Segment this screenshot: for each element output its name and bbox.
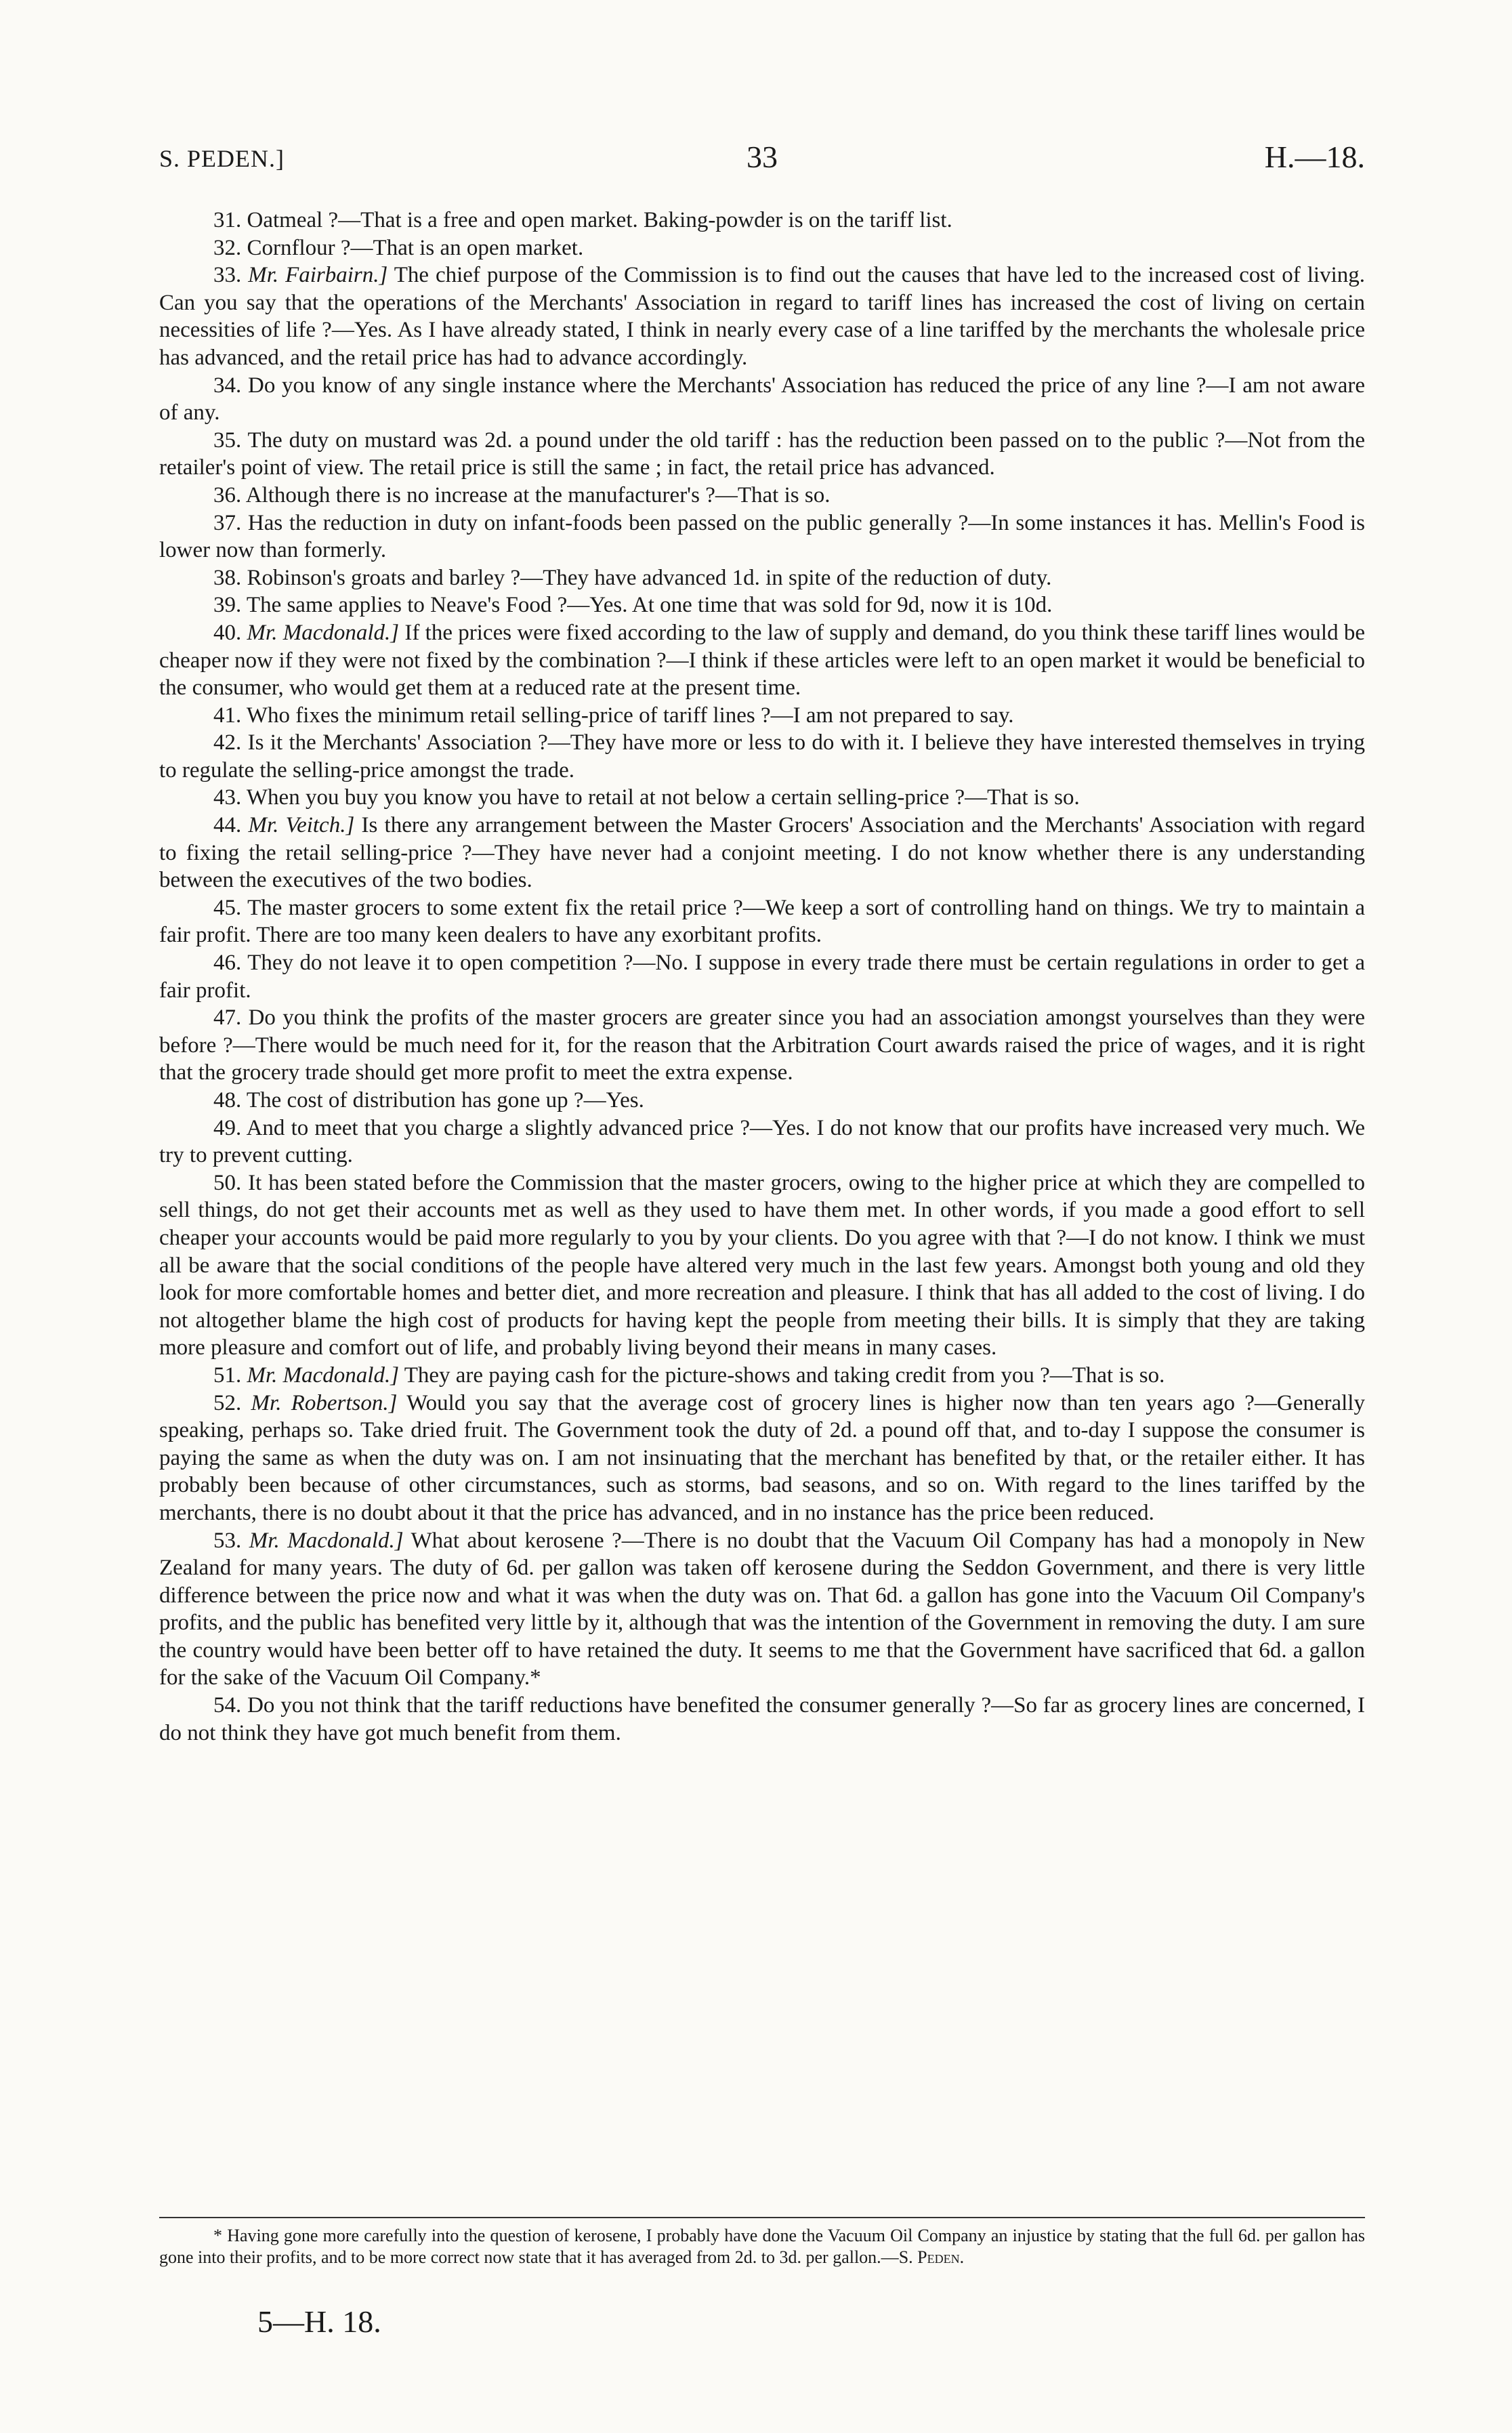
question-number: 43.	[213, 785, 242, 810]
question-paragraph	[159, 1087, 1365, 1115]
question-paragraph	[159, 729, 1365, 784]
question-number: 45.	[213, 895, 242, 920]
question-text: Oatmeal ?—That is a free and open market. Baking-powder is on the tariff list.	[247, 208, 952, 232]
question-paragraph	[159, 1169, 1365, 1362]
question-number: 33.	[213, 263, 242, 288]
question-paragraph	[159, 894, 1365, 949]
question-number: 37.	[213, 510, 242, 535]
page-number: 33	[747, 140, 778, 174]
question-text: They are paying cash for the picture-shows and taking credit from you ?—That is so.	[404, 1363, 1165, 1388]
question-text: Robinson's groats and barley ?—They have advanced 1d. in spite of the reduction of duty.	[247, 565, 1052, 590]
question-paragraph	[159, 812, 1365, 894]
question-paragraph	[159, 1115, 1365, 1169]
question-number: 50.	[213, 1170, 242, 1195]
question-text: Who fixes the minimum retail selling-price of tariff lines ?—I am not prepared to say.	[246, 703, 1014, 728]
question-paragraph	[159, 427, 1365, 482]
question-text: Although there is no increase at the manufacturer's ?—That is so.	[245, 482, 831, 507]
speaker-name: Mr. Robertson.]	[251, 1390, 398, 1415]
question-number: 48.	[213, 1088, 242, 1112]
question-paragraph	[159, 510, 1365, 564]
question-text: Cornflour ?—That is an open market.	[247, 235, 584, 260]
question-number: 53.	[213, 1528, 242, 1553]
question-text: They do not leave it to open competition ?—No. I suppose in every trade there must be certain regulations in order to get a fair profit.	[159, 951, 1365, 1003]
question-paragraph	[159, 949, 1365, 1004]
question-paragraph	[159, 619, 1365, 702]
question-text: It has been stated before the Commission that the master grocers, owing to the higher price at which they are compelled to sell things, do not get their accounts met as well as they used to have them met. In other words, if you made a good effort to sell cheaper your accounts would be paid more regularly to you by your clients. Do you agree with that ?—I do not know. I think we must all be aware that the social conditions of the people have altered very much in the last few years. Amongst both young and old they look for more comfortable homes and better diet, and more recreation and pleasure. I think that has all added to the cost of living. I do not altogether blame the high cost of products for having kept the people from meeting their bills. It is simply that they are taking more pleasure and comfort out of life, and probably living beyond their means in many cases.	[159, 1170, 1366, 1360]
question-text: The duty on mustard was 2d. a pound under the old tariff : has the reduction been passed on to the public ?—Not from the retailer's point of view. The retail price is still the same ; in fact, the retail price has advanced.	[159, 428, 1365, 480]
speaker-name: Mr. Fairbairn.]	[248, 263, 388, 288]
question-number: 47.	[213, 1005, 242, 1031]
question-number: 32.	[213, 235, 242, 260]
question-number: 52.	[213, 1390, 242, 1415]
sheet-signature: 5—H. 18.	[257, 2304, 381, 2339]
speaker-name: Mr. Macdonald.]	[247, 1363, 400, 1388]
question-paragraph	[159, 1527, 1365, 1692]
testimony-body	[159, 207, 1365, 1747]
question-number: 35.	[213, 428, 242, 453]
question-number: 34.	[213, 373, 242, 398]
speaker-name: Mr. Macdonald.]	[247, 620, 400, 645]
question-paragraph	[159, 262, 1365, 371]
question-number: 39.	[213, 593, 242, 618]
footnote-text: * Having gone more carefully into the question of kerosene, I probably have done the Vacuum Oil Company an injustice by stating that the full 6d. per gallon has gone into their profits, and to be more correct now state that it has averaged from 2d. to 3d. per gallon.—	[159, 2226, 1365, 2267]
question-paragraph	[159, 1004, 1365, 1087]
question-paragraph	[159, 1362, 1365, 1390]
question-text: If the prices were fixed according to the law of supply and demand, do you think these tariff lines would be cheaper now if they were not fixed by the combination ?—I think if these articles were left to an open market it would be beneficial to the consumer, who would get them at a reduced rate at the present time.	[159, 620, 1366, 701]
question-text: And to meet that you charge a slightly advanced price ?—Yes. I do not know that our profits have increased very much. We try to prevent cutting.	[159, 1115, 1365, 1168]
page-header	[159, 139, 1365, 180]
question-paragraph	[159, 702, 1365, 730]
question-text: The chief purpose of the Commission is to find out the causes that have led to the increased cost of living. Can you say that the operations of the Merchants' Association in regard to tariff lines has increased the cost of living on certain necessities of life ?—Yes. As I have already stated, I think in nearly every case of a line tariffed by the merchants the wholesale price has advanced, and the retail price has had to advance accordingly.	[159, 263, 1365, 370]
speaker-name: Mr. Veitch.]	[248, 813, 355, 838]
question-text: Is it the Merchants' Association ?—They have more or less to do with it. I believe they have interested themselves in trying to regulate the selling-price amongst the trade.	[159, 730, 1366, 783]
question-number: 40.	[213, 620, 242, 645]
document-reference: H.—18.	[1264, 140, 1365, 174]
question-paragraph	[159, 564, 1365, 592]
question-text: Do you know of any single instance where the Merchants' Association has reduced the price of any line ?—I am not aware of any.	[159, 373, 1365, 425]
footnote	[159, 2225, 1365, 2268]
question-text: The cost of distribution has gone up ?—Yes.	[246, 1088, 644, 1112]
question-text: Would you say that the average cost of grocery lines is higher now than ten years ago ?—Generally speaking, perhaps so. Take dried fruit. The Government took the duty of 2d. a pound off that, and to-day I suppose the consumer is paying the same as when the duty was on. I am not insinuating that the merchant has benefited by that, or the retailer either. It has probably been because of other circumstances, such as storms, bad seasons, and so on. With regard to the lines tariffed by the merchants, there is no doubt about it that the price has advanced, and in no instance has the price been reduced.	[159, 1390, 1365, 1525]
question-number: 31.	[213, 208, 242, 232]
question-paragraph	[159, 784, 1365, 812]
question-paragraph	[159, 207, 1365, 234]
question-text: What about kerosene ?—There is no doubt that the Vacuum Oil Company has had a monopoly in New Zealand for many years. The duty of 6d. per gallon was taken off kerosene during the Seddon Government, and there is very little difference between the price now and what it was when the duty was on. That 6d. a gallon has gone into the Vacuum Oil Company's profits, and the public has benefited very little by it, although that was the intention of the Government in removing the duty. I am sure the country would have been better off to have retained the duty. It seems to me that the Government have sacrificed that 6d. a gallon for the sake of the Vacuum Oil Company.*	[159, 1528, 1366, 1690]
question-number: 49.	[213, 1115, 242, 1140]
question-number: 38.	[213, 565, 242, 590]
question-text: The same applies to Neave's Food ?—Yes. At one time that was sold for 9d, now it is 10d.	[246, 593, 1053, 618]
question-paragraph	[159, 1692, 1365, 1747]
question-number: 42.	[213, 730, 242, 755]
question-text: When you buy you know you have to retail at not below a certain selling-price ?—That is so.	[246, 785, 1080, 810]
question-paragraph	[159, 591, 1365, 619]
question-text: Is there any arrangement between the Master Grocers' Association and the Merchants' Association with regard to fixing the retail selling-price ?—They have never had a conjoint meeting. I do not know whether there is any understanding between the executives of the two bodies.	[159, 813, 1365, 893]
question-number: 44.	[213, 813, 242, 838]
footnote-rule	[159, 2217, 1365, 2218]
question-text: The master grocers to some extent fix the retail price ?—We keep a sort of controlling hand on things. We try to maintain a fair profit. There are too many keen dealers to have any exorbitant profits.	[159, 895, 1365, 948]
question-number: 54.	[213, 1693, 242, 1718]
question-text: Do you think the profits of the master grocers are greater since you had an association amongst yourselves than they were before ?—There would be much need for it, for the reason that the Arbitration Court awards raised the price of wages, and it is right that the grocery trade should get more profit to meet the extra expense.	[159, 1005, 1365, 1085]
header-witness: S. PEDEN.]	[159, 145, 285, 172]
question-number: 36.	[213, 482, 242, 507]
question-paragraph	[159, 482, 1365, 510]
question-text: Has the reduction in duty on infant-foods been passed on the public generally ?—In some instances it has. Mellin's Food is lower now than formerly.	[159, 510, 1365, 563]
question-text: Do you not think that the tariff reductions have benefited the consumer generally ?—So far as grocery lines are concerned, I do not think they have got much benefit from them.	[159, 1693, 1365, 1745]
question-number: 41.	[213, 703, 242, 728]
question-paragraph	[159, 234, 1365, 262]
speaker-name: Mr. Macdonald.]	[249, 1528, 404, 1553]
question-number: 51.	[213, 1363, 242, 1388]
footnote-signer: S. Peden.	[898, 2247, 965, 2267]
question-paragraph	[159, 372, 1365, 427]
question-number: 46.	[213, 951, 242, 976]
question-paragraph	[159, 1390, 1365, 1527]
